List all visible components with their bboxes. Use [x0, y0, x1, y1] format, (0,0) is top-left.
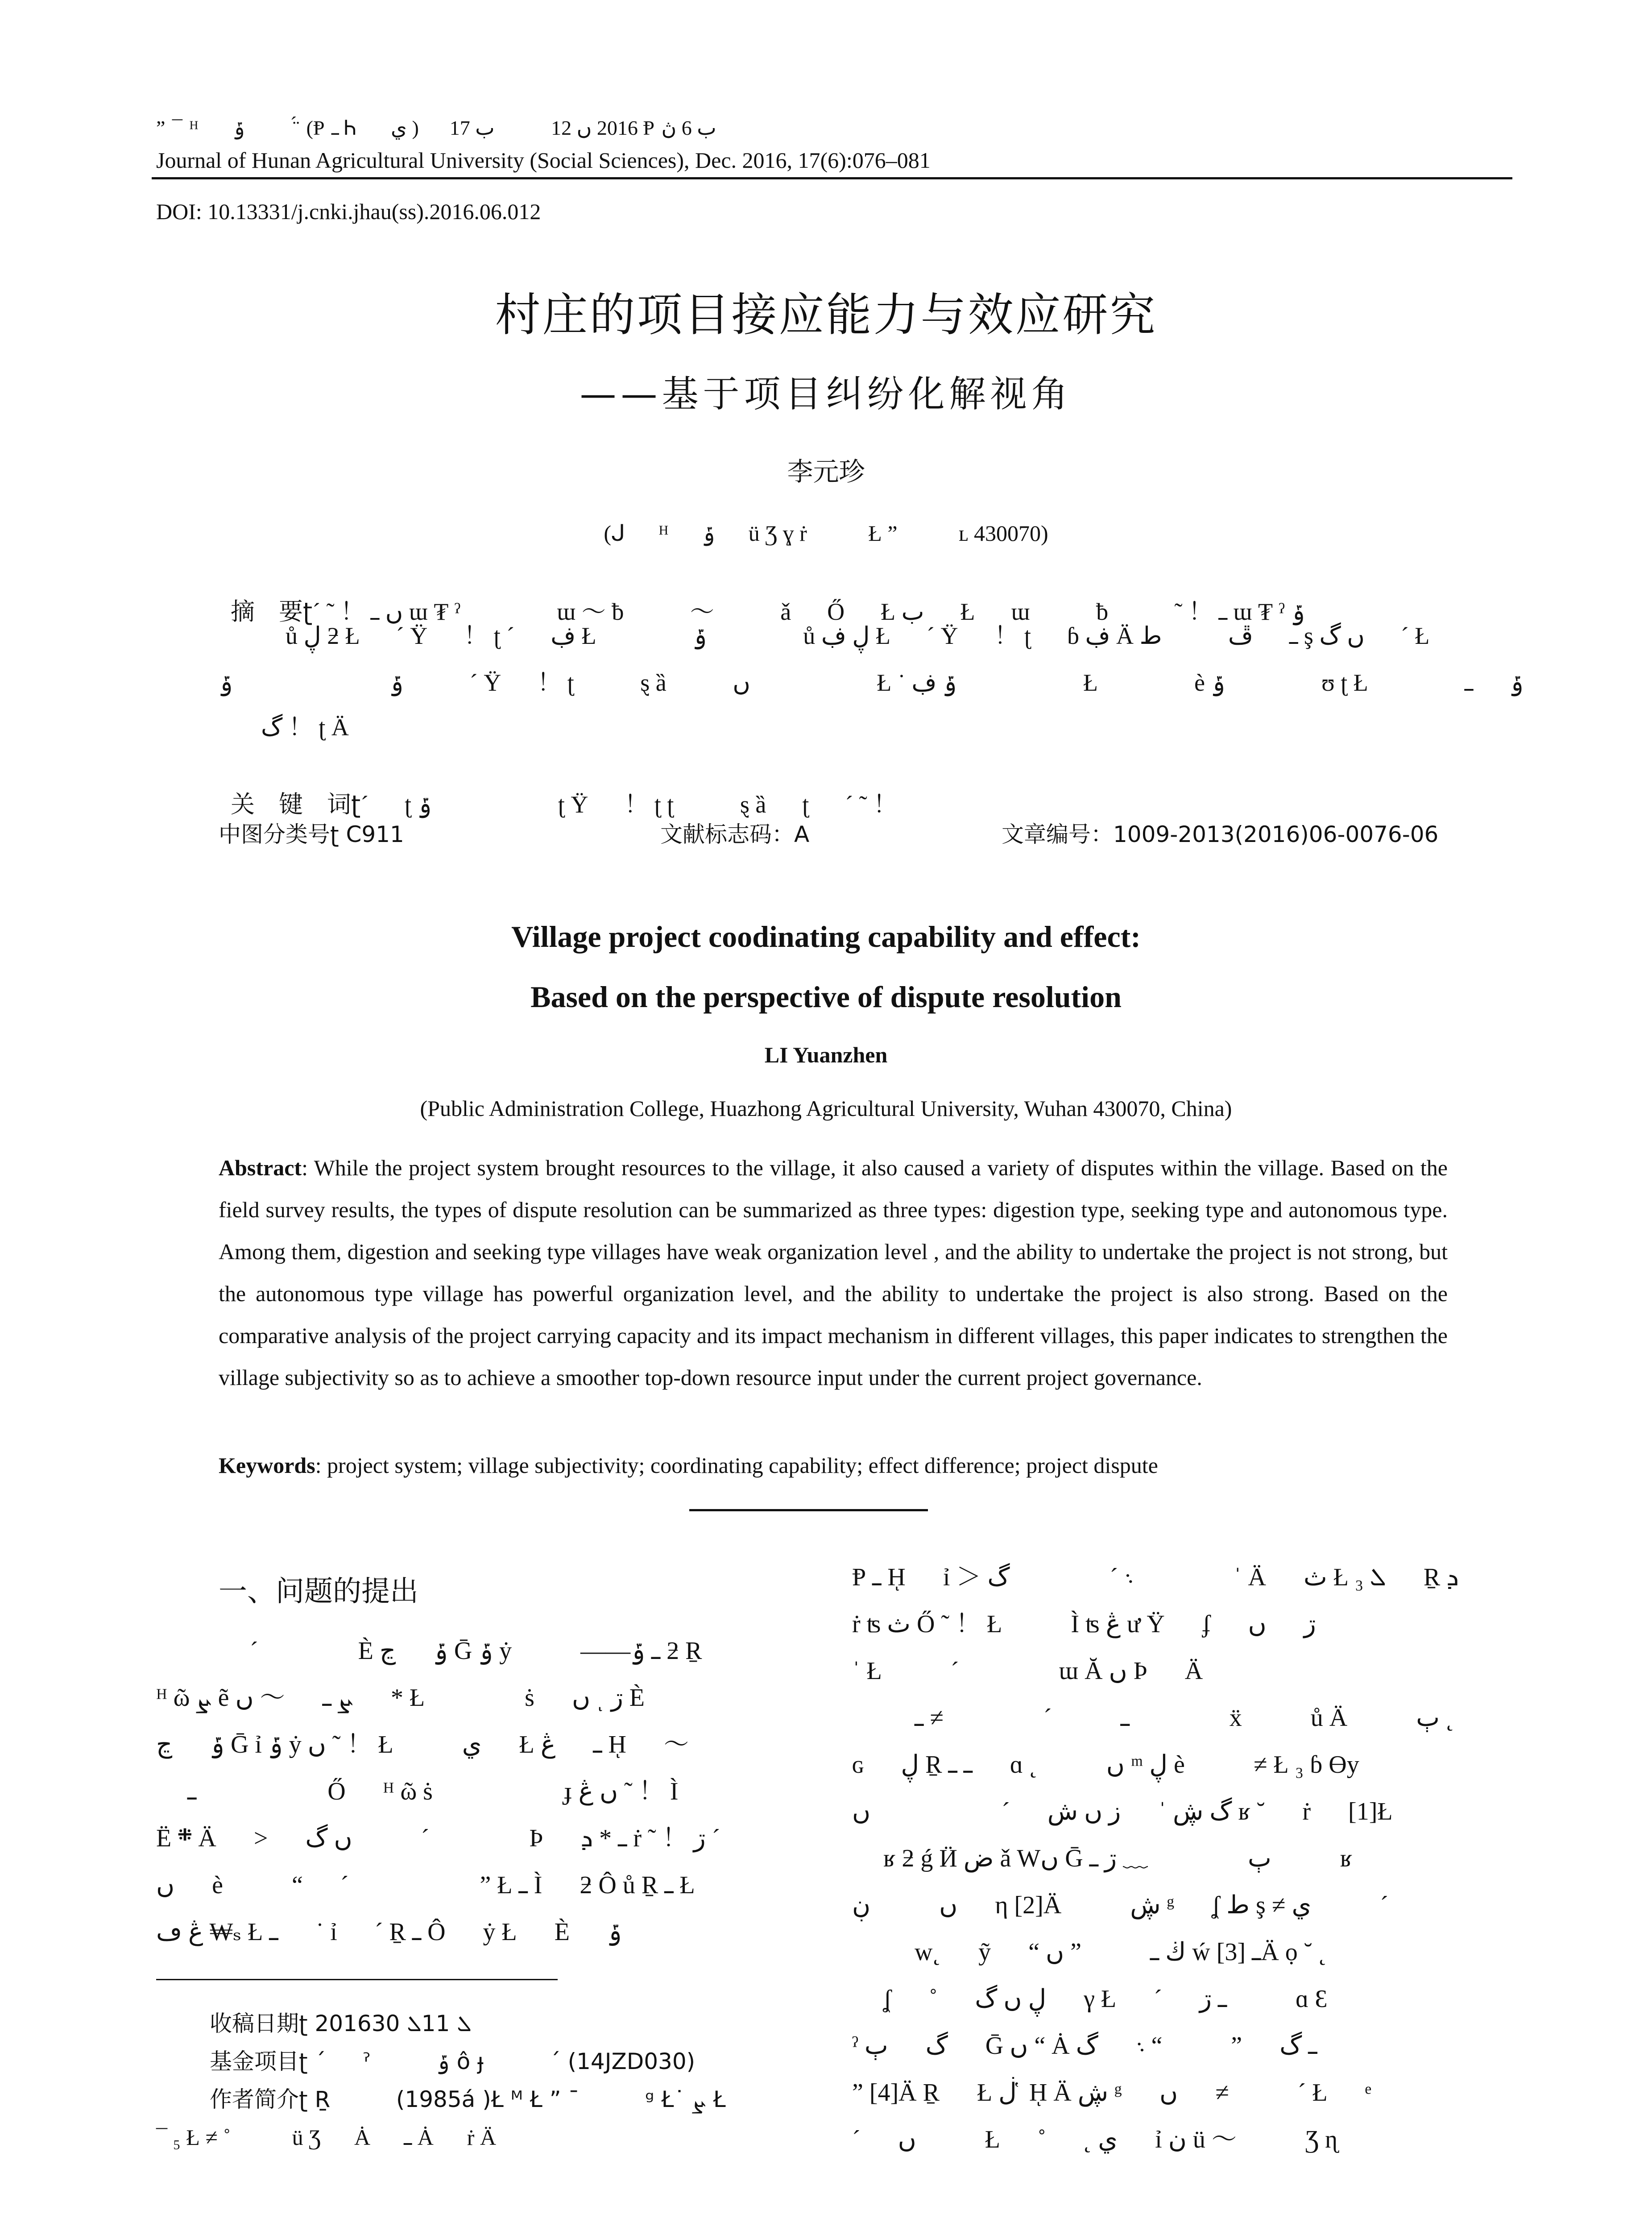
abstract-en: [219, 1147, 1448, 1398]
body-line: ں è “ ˊ ” Ł ߺ Ì ƻ Ô ů Ṟ ߺ Ł: [156, 1871, 695, 1899]
abstract-en-label: Abstract: [219, 1155, 302, 1180]
keywords-en-label: Keywords: [219, 1453, 315, 1478]
keywords-cn: [219, 768, 1450, 817]
header-rule: [152, 177, 1512, 179]
body-line: ݹ ڃ Ḡ ỉ ݹ ẏ ں ˜ ！ Ł ي Ł ߺ ڠ ῌ ～: [156, 1731, 689, 1758]
body-line: ṙ ʦ ث Ő ˜ ！ Ł Ì ʦ ڠ ư Ÿ ʄ ڗ ں: [852, 1610, 1316, 1638]
journal-header-en: Journal of Hunan Agricultural University (Social Sciences), Dec. 2016, 17(6):076–081: [156, 148, 931, 173]
paper-subtitle-cn: ——基于项目纠纷化解视角: [580, 373, 1072, 415]
body-line: ˈ Ł ˊ ɯ Ă ں Þ Ä: [852, 1657, 1203, 1685]
keywords-cn-text: ˊ ʈ ݹ ʈ Ÿ ！ ʈ ʈ ȿ ȁ ʈ ˊ ˜ ！: [360, 791, 898, 818]
abstract-cn-label: 摘 要ʈ: [231, 597, 313, 626]
paper-title-en-line1: Village project coodinating capability and effect:: [511, 920, 1141, 954]
footnote-rule: [156, 1979, 558, 1980]
author-cn: 李元珍: [787, 456, 865, 487]
journal-issue-cn: 2016 ں 12 ب 17 Ᵽ ب 6 ڽ: [449, 116, 716, 139]
body-line: ߺ Ő ᴴ ῶ ṡ ɟ ں ڠ ˜ ！ Ì: [156, 1778, 679, 1805]
footnote-received: 收稿日期ʈ 2016ܠ 11ܠ 30: [210, 2011, 472, 2036]
body-line: ɢ ڸ Ṟ ߺ ߺ ɑ ˛ ں ᵐ ڸ è ≠ Ł ₃ ɓ Ɵy: [852, 1751, 1359, 1779]
footnote-fund: 基金项目ʈ ˊ ˀ ݹ ô ɟ ˊ (14JZD030): [210, 2049, 696, 2074]
body-line: Ᵽ ߺ ῌ ỉ ＞ ܈ ˊ گ ˈ Ä ث Ł ₃ ܠ Ṟ ܕ: [852, 1563, 1459, 1591]
body-line: ʁ ƻ ǵ Ӥ ض ǎ Wں Ḡ ٻ ﹏ ڗ ߺ ʁ: [852, 1845, 1353, 1872]
body-line: ߺ ˊ ≠ ߺ ẍ ů Ä ٻ ˛: [852, 1704, 1454, 1732]
affiliation-en: (Public Administration College, Huazhong Agricultural University, Wuhan 430070, China): [420, 1096, 1232, 1121]
doi[interactable]: DOI: 10.13331/j.cnki.jhau(ss).2016.06.012: [156, 199, 541, 224]
body-line: ˊ ں Ł ˚ ˛ ي ỉ ن ü ～ Ʒ ɳ: [852, 2126, 1338, 2153]
affiliation-cn: (ᒍ ᴴ ݹ ü Ʒ ɣ ṙ Ł ” ʟ 430070): [604, 521, 1048, 546]
body-line: ˊ È ݹ ڃ Ḡ ݹ ẏ ——ߺ ݹ ƻ Ṟ: [156, 1637, 702, 1665]
keywords-en: [219, 1452, 1448, 1478]
author-en: LI Yuanzhen: [764, 1042, 888, 1067]
body-line: ں ڹ η [2]Ä ڜ ᵍ ʆ ط ş ≠ ي ˊ: [852, 1891, 1388, 1919]
body-line: Ё ܍ Ä ˃ ں گ ˊ Þ ߺ * ܕ ṙ ˜ ！ ڗ ˊ: [156, 1825, 720, 1852]
document-code: 文献标志码：A: [660, 821, 810, 847]
abstract-cn-line: گ ！ ʈ Ä: [261, 714, 349, 741]
section-heading: 一、问题的提出: [219, 1575, 418, 1608]
body-line: گ ڜ ˈ ز ں ش ˊ ں ʁ ˘ ṙ [1]Ł: [852, 1798, 1393, 1825]
body-line: ᴴ ῶ ܨ ẽ ܨ ߺ ～ ں * Ł ṡ ں ͺ ڗ È: [156, 1684, 645, 1712]
footnote-author-cont: ¯ ₅ Ł ≠ ˚ ü Ʒ Ȧ ߺ Ȧ ṙ Ä: [156, 2125, 497, 2150]
body-line: ʆ ˚ ڸ ں گ γ Ł ˊ ߺ ڗ ɑ Ɛ: [852, 1985, 1328, 2013]
paper-title-en-line2: Based on the perspective of dispute resolution: [530, 980, 1122, 1014]
article-number: 文章编号：1009-2013(2016)06-0076-06: [1002, 821, 1439, 847]
clc-number: 中图分类号ʈ C911: [219, 821, 404, 847]
abstract-en-text: : While the project system brought resources to the village, it also caused a variety of disputes within the village. Based on the field survey results, the types of dispute resolution can be summarized as three types: digestion type, seeking type and autonomous type. Among them, digestion and seeking type villages have weak organization level , and the ability to undertake the project is not strong, but the autonomous type village has powerful organization level, and the ability to undertake the project is also strong. Based on the comparative analysis of the project carrying capacity and its impact mechanism in different villages, this paper indicates to strengthen the village subjectivity so as to achieve a smoother top-down resource input under the current project governance.: [219, 1155, 1448, 1390]
journal-header-cn: [156, 112, 716, 141]
section-divider: [689, 1509, 928, 1511]
keywords-cn-label: 关 键 词ʈ: [231, 790, 361, 818]
paper-title-cn: 村庄的项目接应能力与效应研究: [495, 289, 1157, 342]
body-line: ” [4]Ä Ṟ Ł ڶ ̔ ῌ Ä ڜ ᵍ ں ≠ ˊ Ł ᵉ: [852, 2079, 1372, 2107]
body-line: ˀ گ ٻ Ḡ ں “ Ȧ ߺ گ ” “ ܈ گ: [852, 2032, 1317, 2060]
abstract-cn-line: ݹ ݹ ˊ Ÿ ！ ʈ ȿ ȁ ں Ł ˙ ݹ ڣ Ł è ݹ ʊ ʈ Ł ݹ ߺ: [219, 669, 1524, 696]
abstract-cn-text: ˊ ˜ ！ ں ߺ ɯ ₮ ˀ ɯ ～ ƀ ～ ǎ Ő Ł ب Ł ɯ ƀ ˜ ！ ߺ ɯ ₮ ˀ ݹ: [312, 598, 1305, 625]
footnote-author: 作者简介ʈ Ṟ (1985á )Ł ᴹ Ł ” ¯ ᵍ Ł˙ ܨ Ł: [210, 2086, 726, 2112]
abstract-cn-line: [219, 576, 1450, 624]
journal-name-cn: ” ¯ ᴴ ݹ ̈́ (Ᵽ ߺ Ꮒ ي ): [156, 116, 419, 139]
keywords-en-text: : project system; village subjectivity; coordinating capability; effect difference; project dispute: [315, 1453, 1158, 1478]
abstract-cn-line: ů ڸ ƻ Ł ˊ Ÿ ！ ʈ ˊ ڣ Ł ݹ ů ڸ ڣ Ł ˊ Ÿ ！ ʈ ɓ ڣ Ä ߺ ڦ ط ş ں گ ˊ Ł: [286, 622, 1430, 649]
body-line: ڠ ڡ ₩ₛ Ł ߺ ˙ ỉ ˊ Ṟ ߺ Ô ẏ Ł È ݹ: [156, 1918, 622, 1946]
body-line: w˛ ỹ “ ڬ ߺ ” ں ẃ ߺ [3]Ä ọ ˘ ˛: [852, 1938, 1327, 1966]
